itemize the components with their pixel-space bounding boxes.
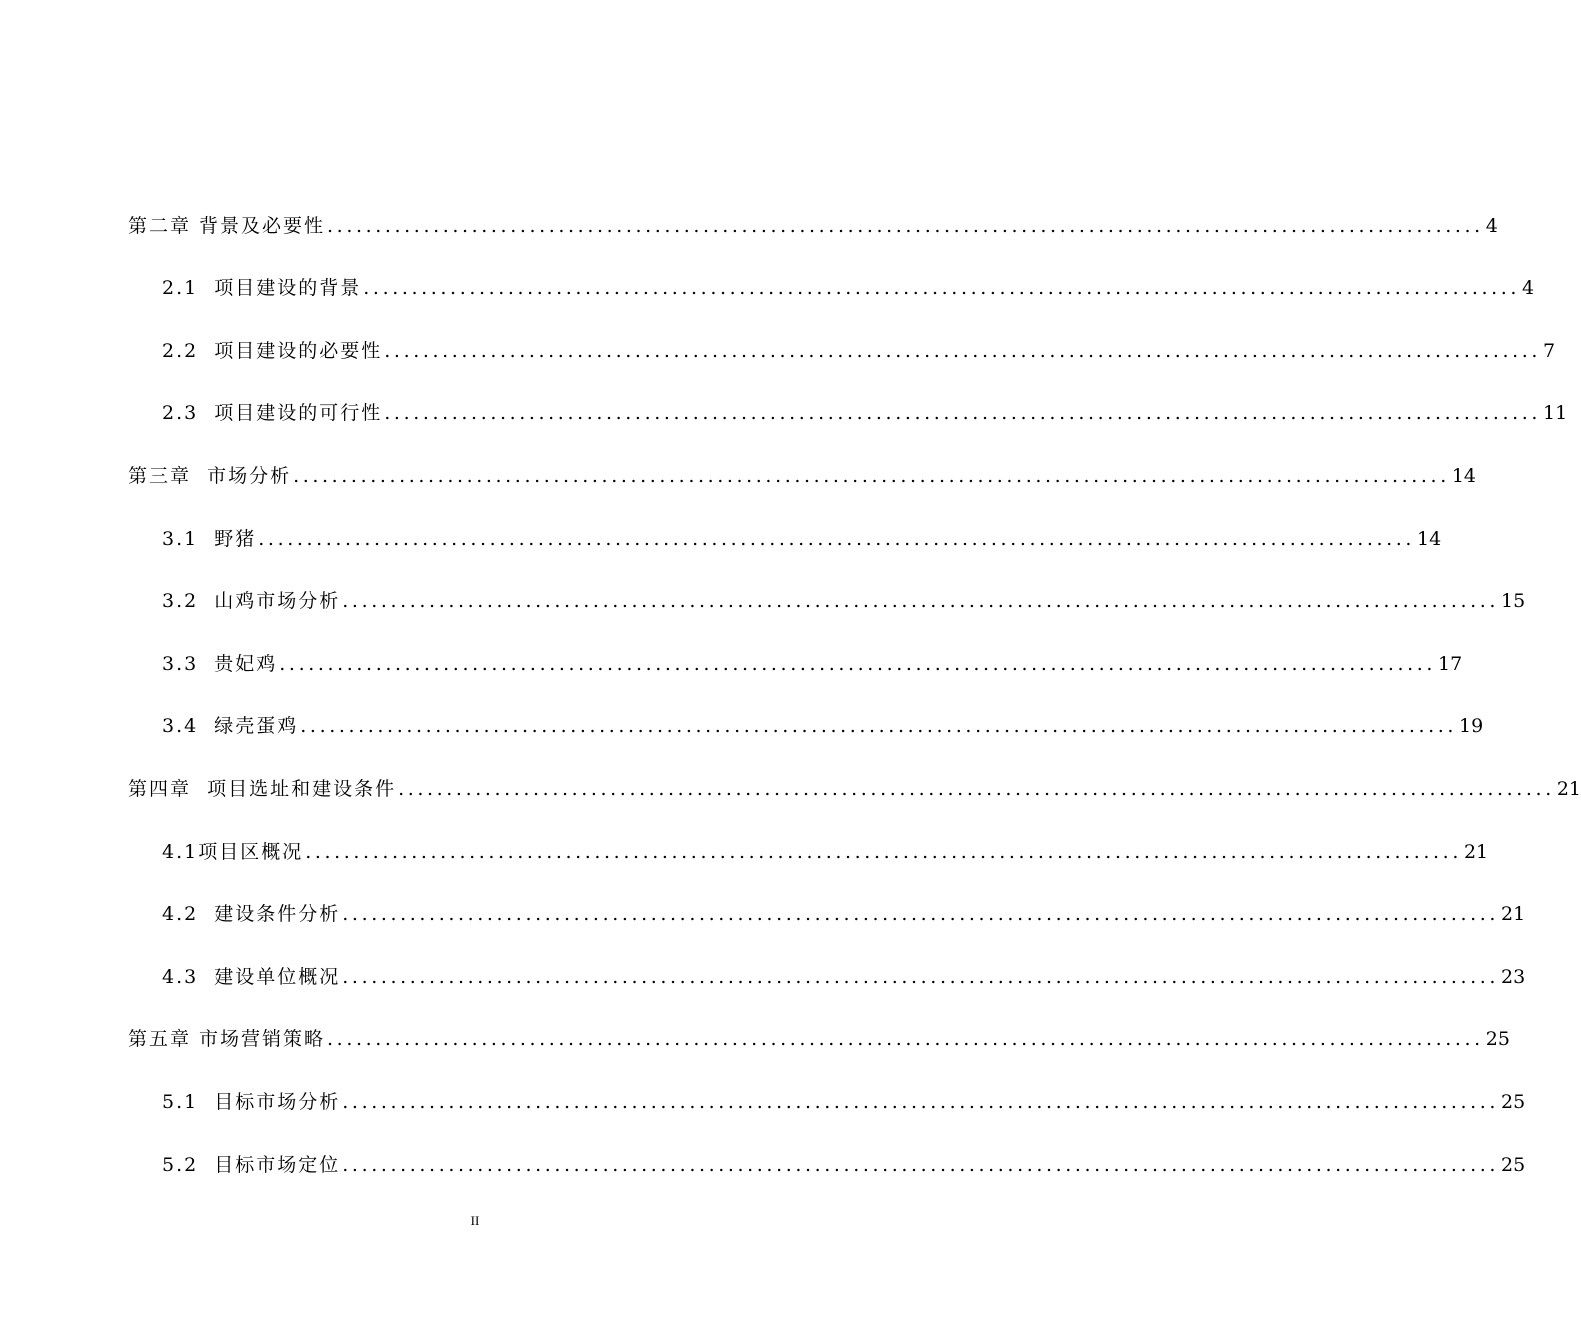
toc-entry-title: 2.2 项目建设的必要性 (162, 339, 383, 362)
toc-dot-leader: ........................................................................................................................ (300, 715, 1458, 738)
toc-entry-title: 3.4 绿壳蛋鸡 (162, 715, 299, 738)
toc-entry-page-number: 21 (1463, 840, 1489, 863)
toc-section-entry[interactable] (128, 552, 1526, 615)
toc-entry-title: 5.1 目标市场分析 (162, 1090, 341, 1113)
toc-section-entry[interactable] (128, 927, 1526, 990)
toc-section-entry[interactable] (128, 364, 1568, 427)
toc-section-entry[interactable] (128, 614, 1463, 677)
toc-entry-title: 2.3 项目建设的可行性 (162, 402, 383, 425)
toc-entry-page-number: 25 (1501, 1153, 1526, 1176)
toc-entry-title: 第二章 背景及必要性 (128, 214, 326, 237)
toc-entry-page-number: 19 (1459, 715, 1484, 738)
toc-entry-page-number: 14 (1451, 464, 1477, 487)
toc-entry-title: 4.1项目区概况 (162, 840, 304, 863)
toc-entry-page-number: 11 (1543, 402, 1568, 425)
toc-entry-page-number: 4 (1485, 214, 1498, 237)
toc-entry-page-number: 23 (1501, 965, 1526, 988)
toc-dot-leader: ........................................................................................................................ (342, 965, 1500, 988)
toc-entry-title: 3.2 山鸡市场分析 (162, 590, 341, 613)
toc-chapter-entry[interactable] (128, 176, 1498, 239)
page-number: II (470, 1213, 480, 1228)
toc-entry-title: 第三章 市场分析 (128, 464, 292, 487)
toc-entry-page-number: 25 (1485, 1028, 1510, 1051)
toc-entry-page-number: 4 (1522, 277, 1535, 300)
toc-dot-leader: ........................................................................................................................ (293, 464, 1450, 487)
toc-dot-leader: ........................................................................................................................ (342, 1153, 1500, 1176)
toc-dot-leader: ........................................................................................................................ (305, 840, 1462, 863)
toc-entry-title: 2.1 项目建设的背景 (162, 277, 362, 300)
toc-dot-leader: ........................................................................................................................ (342, 903, 1500, 926)
toc-dot-leader: ........................................................................................................................ (363, 277, 1521, 300)
toc-dot-leader: ........................................................................................................................ (327, 1028, 1484, 1051)
toc-dot-leader: ........................................................................................................................ (398, 777, 1555, 800)
toc-chapter-entry[interactable] (128, 739, 1581, 802)
toc-entry-title: 3.3 贵妃鸡 (162, 652, 278, 675)
toc-entry-title: 4.2 建设条件分析 (162, 903, 341, 926)
table-of-contents (128, 176, 1581, 1178)
toc-dot-leader: ........................................................................................................................ (258, 527, 1416, 550)
toc-section-entry[interactable] (128, 677, 1484, 740)
toc-section-entry[interactable] (128, 239, 1535, 302)
toc-dot-leader: ........................................................................................................................ (342, 1090, 1500, 1113)
toc-chapter-entry[interactable] (128, 426, 1477, 489)
toc-entry-page-number: 17 (1438, 652, 1463, 675)
toc-entry-page-number: 21 (1501, 903, 1526, 926)
toc-entry-page-number: 14 (1417, 527, 1442, 550)
toc-entry-page-number: 25 (1501, 1090, 1526, 1113)
toc-section-entry[interactable] (128, 301, 1556, 364)
toc-section-entry[interactable] (128, 1115, 1526, 1178)
toc-dot-leader: ........................................................................................................................ (327, 214, 1484, 237)
toc-entry-title: 3.1 野猪 (162, 527, 257, 550)
toc-chapter-entry[interactable] (128, 990, 1510, 1053)
toc-section-entry[interactable] (128, 1052, 1526, 1115)
toc-entry-title: 第四章 项目选址和建设条件 (128, 777, 397, 800)
toc-dot-leader: ........................................................................................................................ (384, 339, 1542, 362)
toc-entry-page-number: 21 (1556, 777, 1581, 800)
toc-entry-title: 第五章 市场营销策略 (128, 1028, 326, 1051)
toc-section-entry[interactable] (128, 865, 1526, 928)
toc-entry-title: 4.3 建设单位概况 (162, 965, 341, 988)
toc-entry-page-number: 7 (1543, 339, 1556, 362)
toc-dot-leader: ........................................................................................................................ (384, 402, 1542, 425)
toc-section-entry[interactable] (128, 489, 1442, 552)
toc-section-entry[interactable] (128, 802, 1489, 865)
toc-entry-page-number: 15 (1501, 590, 1526, 613)
toc-entry-title: 5.2 目标市场定位 (162, 1153, 341, 1176)
toc-dot-leader: ........................................................................................................................ (342, 590, 1500, 613)
toc-dot-leader: ........................................................................................................................ (279, 652, 1437, 675)
